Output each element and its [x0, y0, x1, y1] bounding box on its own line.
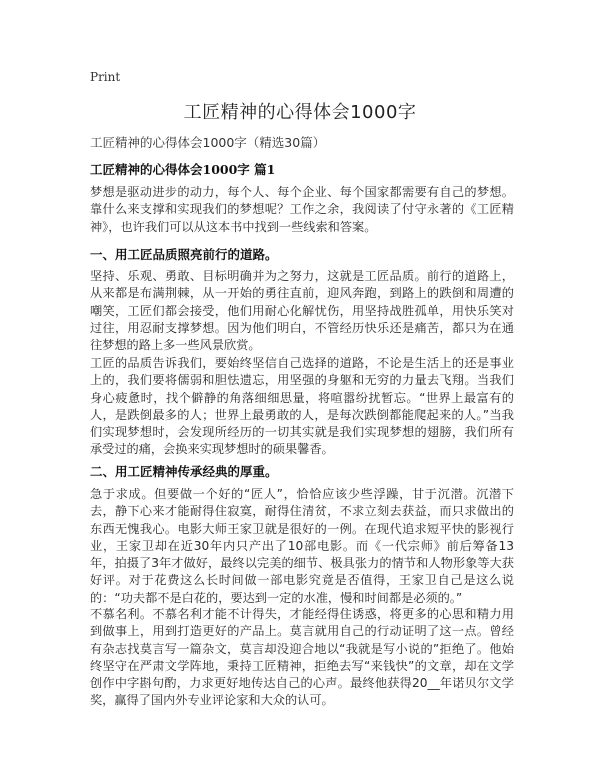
- section2-paragraph-2: 不慕名利。不慕名利才能不计得失，才能经得住诱惑，将更多的心思和精力用到做事上，用到打造更好的产品上。莫言就用自己的行动证明了这一点。曾经有杂志找莫言写一篇杂文，莫言却没迎合地以“我就是写小说的”拒绝了。他始终坚守在严肃文学阵地，秉持工匠精神，拒绝去写“来钱快”的文章，却在文学创作中字斟句酌，力求更好地传达自己的心声。最终他获得20__年诺贝尔文学奖，赢得了国内外专业评论家和大众的认可。: [90, 607, 514, 708]
- section-heading-1: 一、用工匠品质照亮前行的道路。: [90, 247, 278, 262]
- section1-paragraph-1: 坚持、乐观、勇敢、目标明确并为之努力，这就是工匠品质。前行的道路上，从来都是布满荆棘，从一开始的勇往直前，迎风奔跑，到路上的跌倒和周遭的嘲笑，工匠们都会接受，他们用耐心化解忧伤，用坚持战胜孤单，用快乐笑对过往，用忍耐支撑梦想。因为他们明白，不管经历快乐还是痛苦，都只为在通往梦想的路上多一些风景欣赏。: [90, 269, 514, 353]
- section-heading-2: 二、用工匠精神传承经典的厚重。: [90, 464, 278, 479]
- section2-paragraph-1: 急于求成。但要做一个好的“匠人”，恰恰应该少些浮躁，甘于沉潜。沉潜下去，静下心来才能耐得住寂寞，耐得住清贫，不求立刻去获益，而只求做出的东西无愧我心。电影大师王家卫就是很好的一例。在现代追求短平快的影视行业，王家卫却在近30年内只产出了10部电影。而《一代宗师》前后筹备13年，拍摄了3年才做好，最终以完美的细节、极具张力的情节和人物形象等大获好评。对于花费这么长时间做一部电影究竟是否值得，王家卫自己是这么说的：“功夫都不是白花的，要达到一定的水准，慢和时间都是必须的。”: [90, 487, 514, 605]
- article-title: 工匠精神的心得体会1000字 篇1: [90, 162, 276, 177]
- intro-paragraph: 梦想是驱动进步的动力，每个人、每个企业、每个国家都需要有自己的梦想。靠什么来支撑和实现我们的梦想呢？工作之余，我阅读了付守永著的《工匠精神》，也许我们可以从这本书中找到一些线索和答案。: [90, 185, 514, 234]
- page-title: 工匠精神的心得体会1000字: [183, 102, 417, 123]
- section1-paragraph-2: 工匠的品质告诉我们，要始终坚信自己选择的道路，不论是生活上的还是事业上的，我们要将儒弱和胆怯遗忘，用坚强的身躯和无穷的力量去飞翔。当我们身心疲惫时，找个僻静的角落细细思量，将喧嚣纷扰暂忘。“世界上最富有的人，是跌倒最多的人；世界上最勇敢的人，是每次跌倒都能爬起来的人。”当我们实现梦想时，会发现所经历的一切其实就是我们实现梦想的翅膀，我们所有承受过的痛，会换来实现梦想时的硕果馨香。: [90, 356, 514, 457]
- print-label: Print: [90, 70, 121, 84]
- document-subtitle: 工匠精神的心得体会1000字（精选30篇）: [90, 135, 326, 150]
